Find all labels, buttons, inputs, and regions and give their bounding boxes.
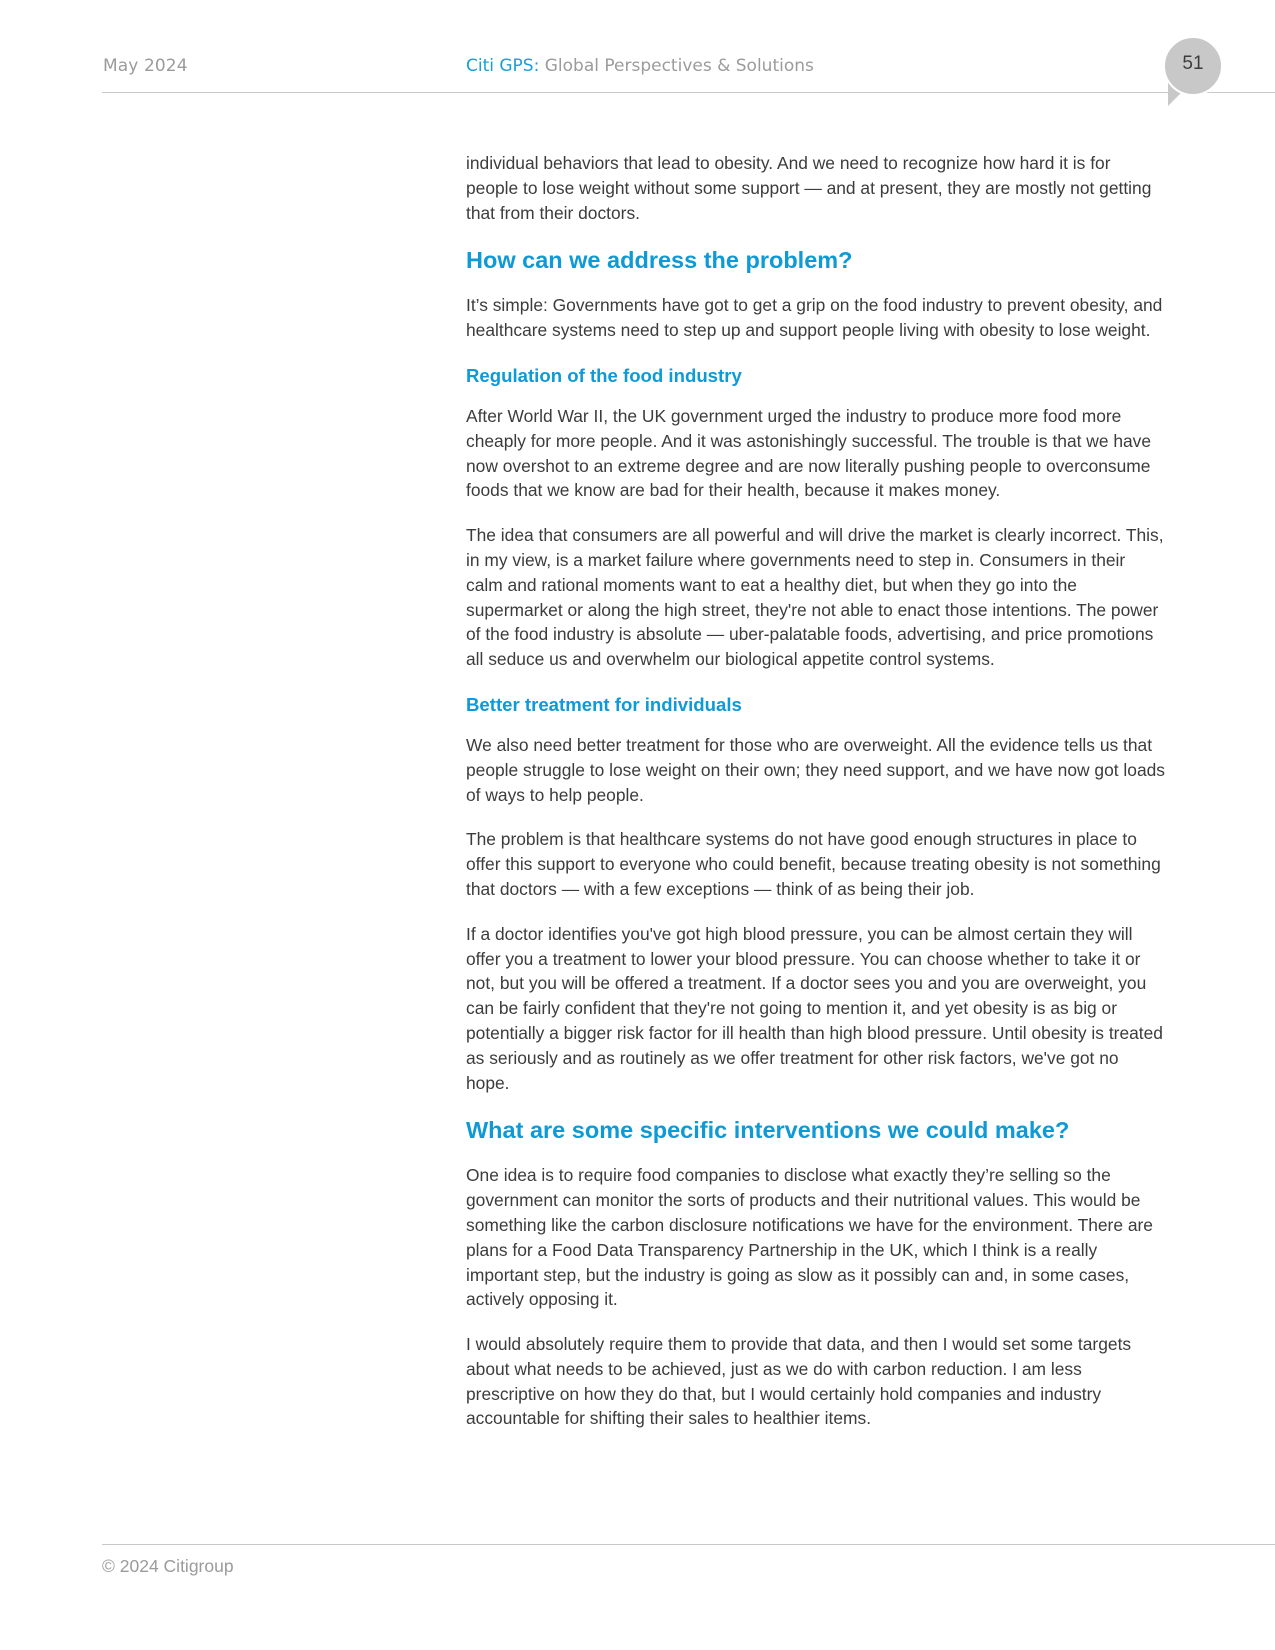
paragraph: One idea is to require food companies to disclose what exactly they’re selling so the government can monitor the sorts of products and their nutritional values. This would be something like the carbon disclosure notifications we have for the environment. There are plans for a Food Data Transparency Partnership in the UK, which I think is a really important step, but the industry is going as slow as it possibly can and, in some cases, actively opposing it. (466, 1165, 1153, 1310)
paragraph: It’s simple: Governments have got to get a grip on the food industry to prevent obesity, and healthcare systems need to step up and support people living with obesity to lose weight. (466, 295, 1163, 341)
subheading-better-treatment: Better treatment for individuals (466, 693, 742, 715)
article-body (466, 151, 1166, 1451)
intro-paragraph: individual behaviors that lead to obesity. And we need to recognize how hard it is for people to lose weight without some support — and at present, they are mostly not getting that from their doctors. (466, 153, 1152, 223)
brand-label: Citi GPS: (466, 56, 540, 76)
paragraph: We also need better treatment for those who are overweight. All the evidence tells us that people struggle to lose weight on their own; they need support, and we have now got loads of ways to help people. (466, 734, 1165, 805)
subheading-regulation: Regulation of the food industry (466, 364, 742, 386)
section-heading-address-problem: How can we address the problem? (466, 247, 853, 274)
paragraph: If a doctor identifies you've got high blood pressure, you can be almost certain they will offer you a treatment to lower your blood pressure. You can choose whether to take it or not, but you will be offered a treatment. If a doctor sees you and you are overweight, you can be fairly confident that they're not going to mention it, and yet obesity is as big or potentially a bigger risk factor for ill health than high blood pressure. Until obesity is treated as seriously and as routinely as we offer treatment for other risk factors, we've got no hope. (466, 923, 1163, 1093)
paragraph: The idea that consumers are all powerful and will drive the market is clearly incorrect. This, in my view, is a market failure where governments need to step in. Consumers in their calm and rational moments want to eat a healthy diet, but when they go into the supermarket or along the high street, they're not able to enact those intentions. The power of the food industry is absolute — uber-palatable foods, advertising, and price promotions all seduce us and overwhelm our biological appetite control systems. (466, 525, 1164, 670)
header-divider (102, 92, 1275, 93)
paragraph: The problem is that healthcare systems do not have good enough structures in place to offer this support to everyone who could benefit, because treating obesity is not something that doctors — with a few exceptions — think of as being their job. (466, 829, 1161, 899)
paragraph: After World War II, the UK government urged the industry to produce more food more cheaply for more people. And it was astonishingly successful. The trouble is that we have now overshot to an extreme degree and are now literally pushing people to overconsume foods that we know are bad for their health, because it makes money. (466, 405, 1152, 501)
page-number: 51 (1182, 53, 1204, 74)
copyright-notice: © 2024 Citigroup (102, 1556, 234, 1576)
footer-divider (102, 1544, 1275, 1545)
publication-name: Global Perspectives & Solutions (544, 56, 814, 76)
publication-title (466, 56, 814, 76)
page-number-badge (1163, 36, 1223, 96)
section-heading-interventions: What are some specific interventions we could make? (466, 1117, 1070, 1144)
paragraph: I would absolutely require them to provide that data, and then I would set some targets about what needs to be achieved, just as we do with carbon reduction. I am less prescriptive on how they do that, but I would certainly hold companies and industry accountable for shifting their sales to healthier items. (466, 1334, 1132, 1429)
header-date: May 2024 (103, 56, 188, 76)
